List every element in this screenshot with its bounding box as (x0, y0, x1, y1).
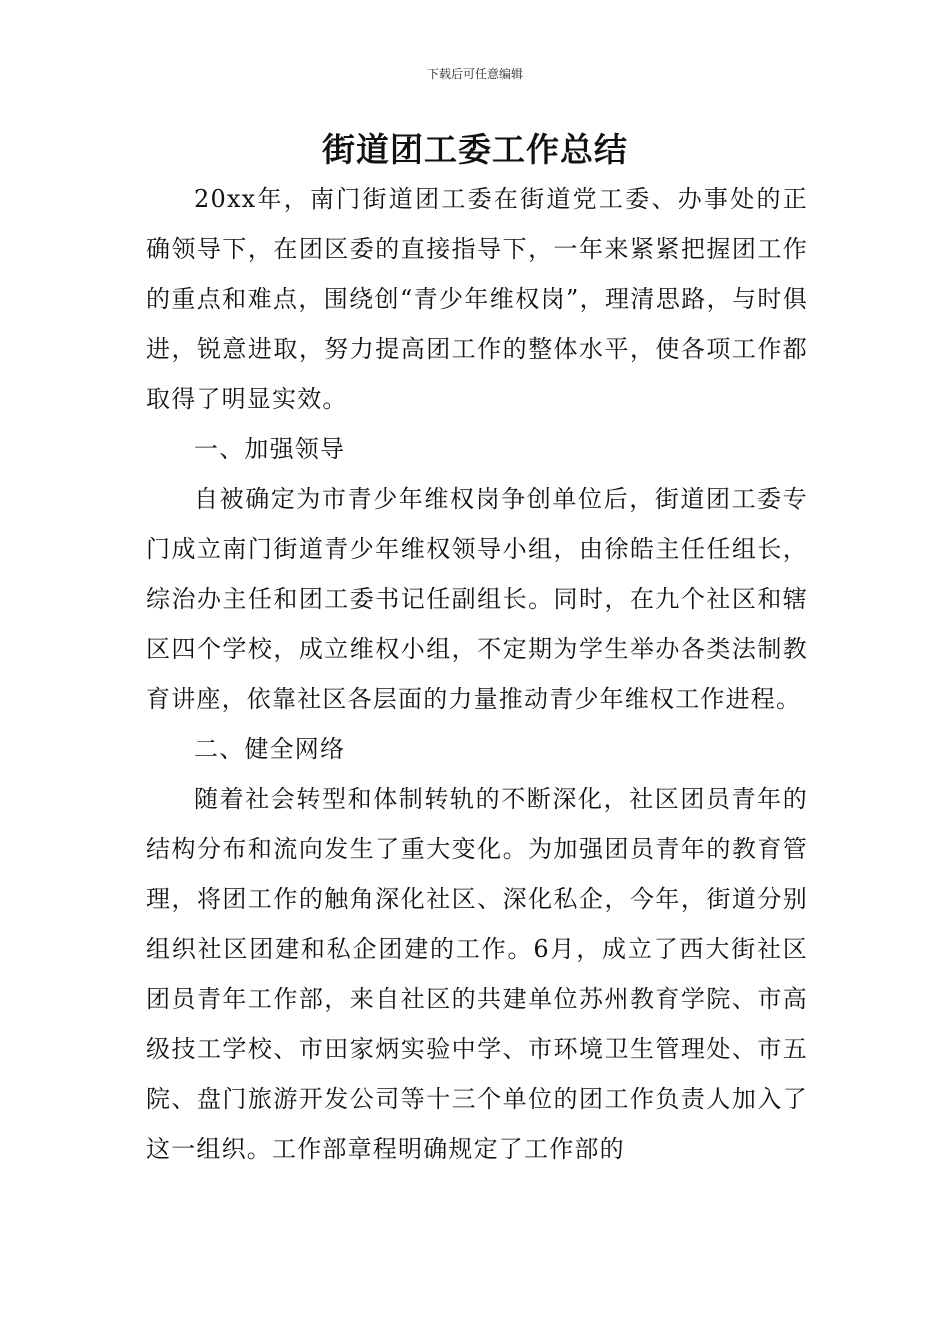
header-note: 下载后可任意编辑 (426, 67, 523, 81)
section-heading-2: 二、健全网络 (194, 735, 346, 763)
section-1-paragraph: 自被确定为市青少年维权岗争创单位后，街道团工委专门成立南门街道青少年维权领导小组，由徐皓主任任组长，综治办主任和团工委书记任副组长。同时，在九个社区和辖区四个学校，成立维权小组，不定期为学生举办各类法制教育讲座，依靠社区各层面的力量推动青少年维权工作进程。 (146, 485, 808, 713)
document-body (146, 174, 808, 1174)
document-title: 街道团工委工作总结 (322, 130, 628, 169)
section-heading-1: 一、加强领导 (194, 435, 346, 463)
intro-paragraph: 20xx年，南门街道团工委在街道党工委、办事处的正确领导下，在团区委的直接指导下，一年来紧紧把握团工作的重点和难点，围绕创“青少年维权岗”，理清思路，与时俱进，锐意进取，努力提高团工作的整体水平，使各项工作都取得了明显实效。 (146, 185, 808, 413)
section-2-paragraph: 随着社会转型和体制转轨的不断深化，社区团员青年的结构分布和流向发生了重大变化。为加强团员青年的教育管理，将团工作的触角深化社区、深化私企，今年，街道分别组织社区团建和私企团建的工作。6月，成立了西大街社区团员青年工作部，来自社区的共建单位苏州教育学院、市高级技工学校、市田家炳实验中学、市环境卫生管理处、市五院、盘门旅游开发公司等十三个单位的团工作负责人加入了这一组织。工作部章程明确规定了工作部的 (146, 785, 808, 1163)
